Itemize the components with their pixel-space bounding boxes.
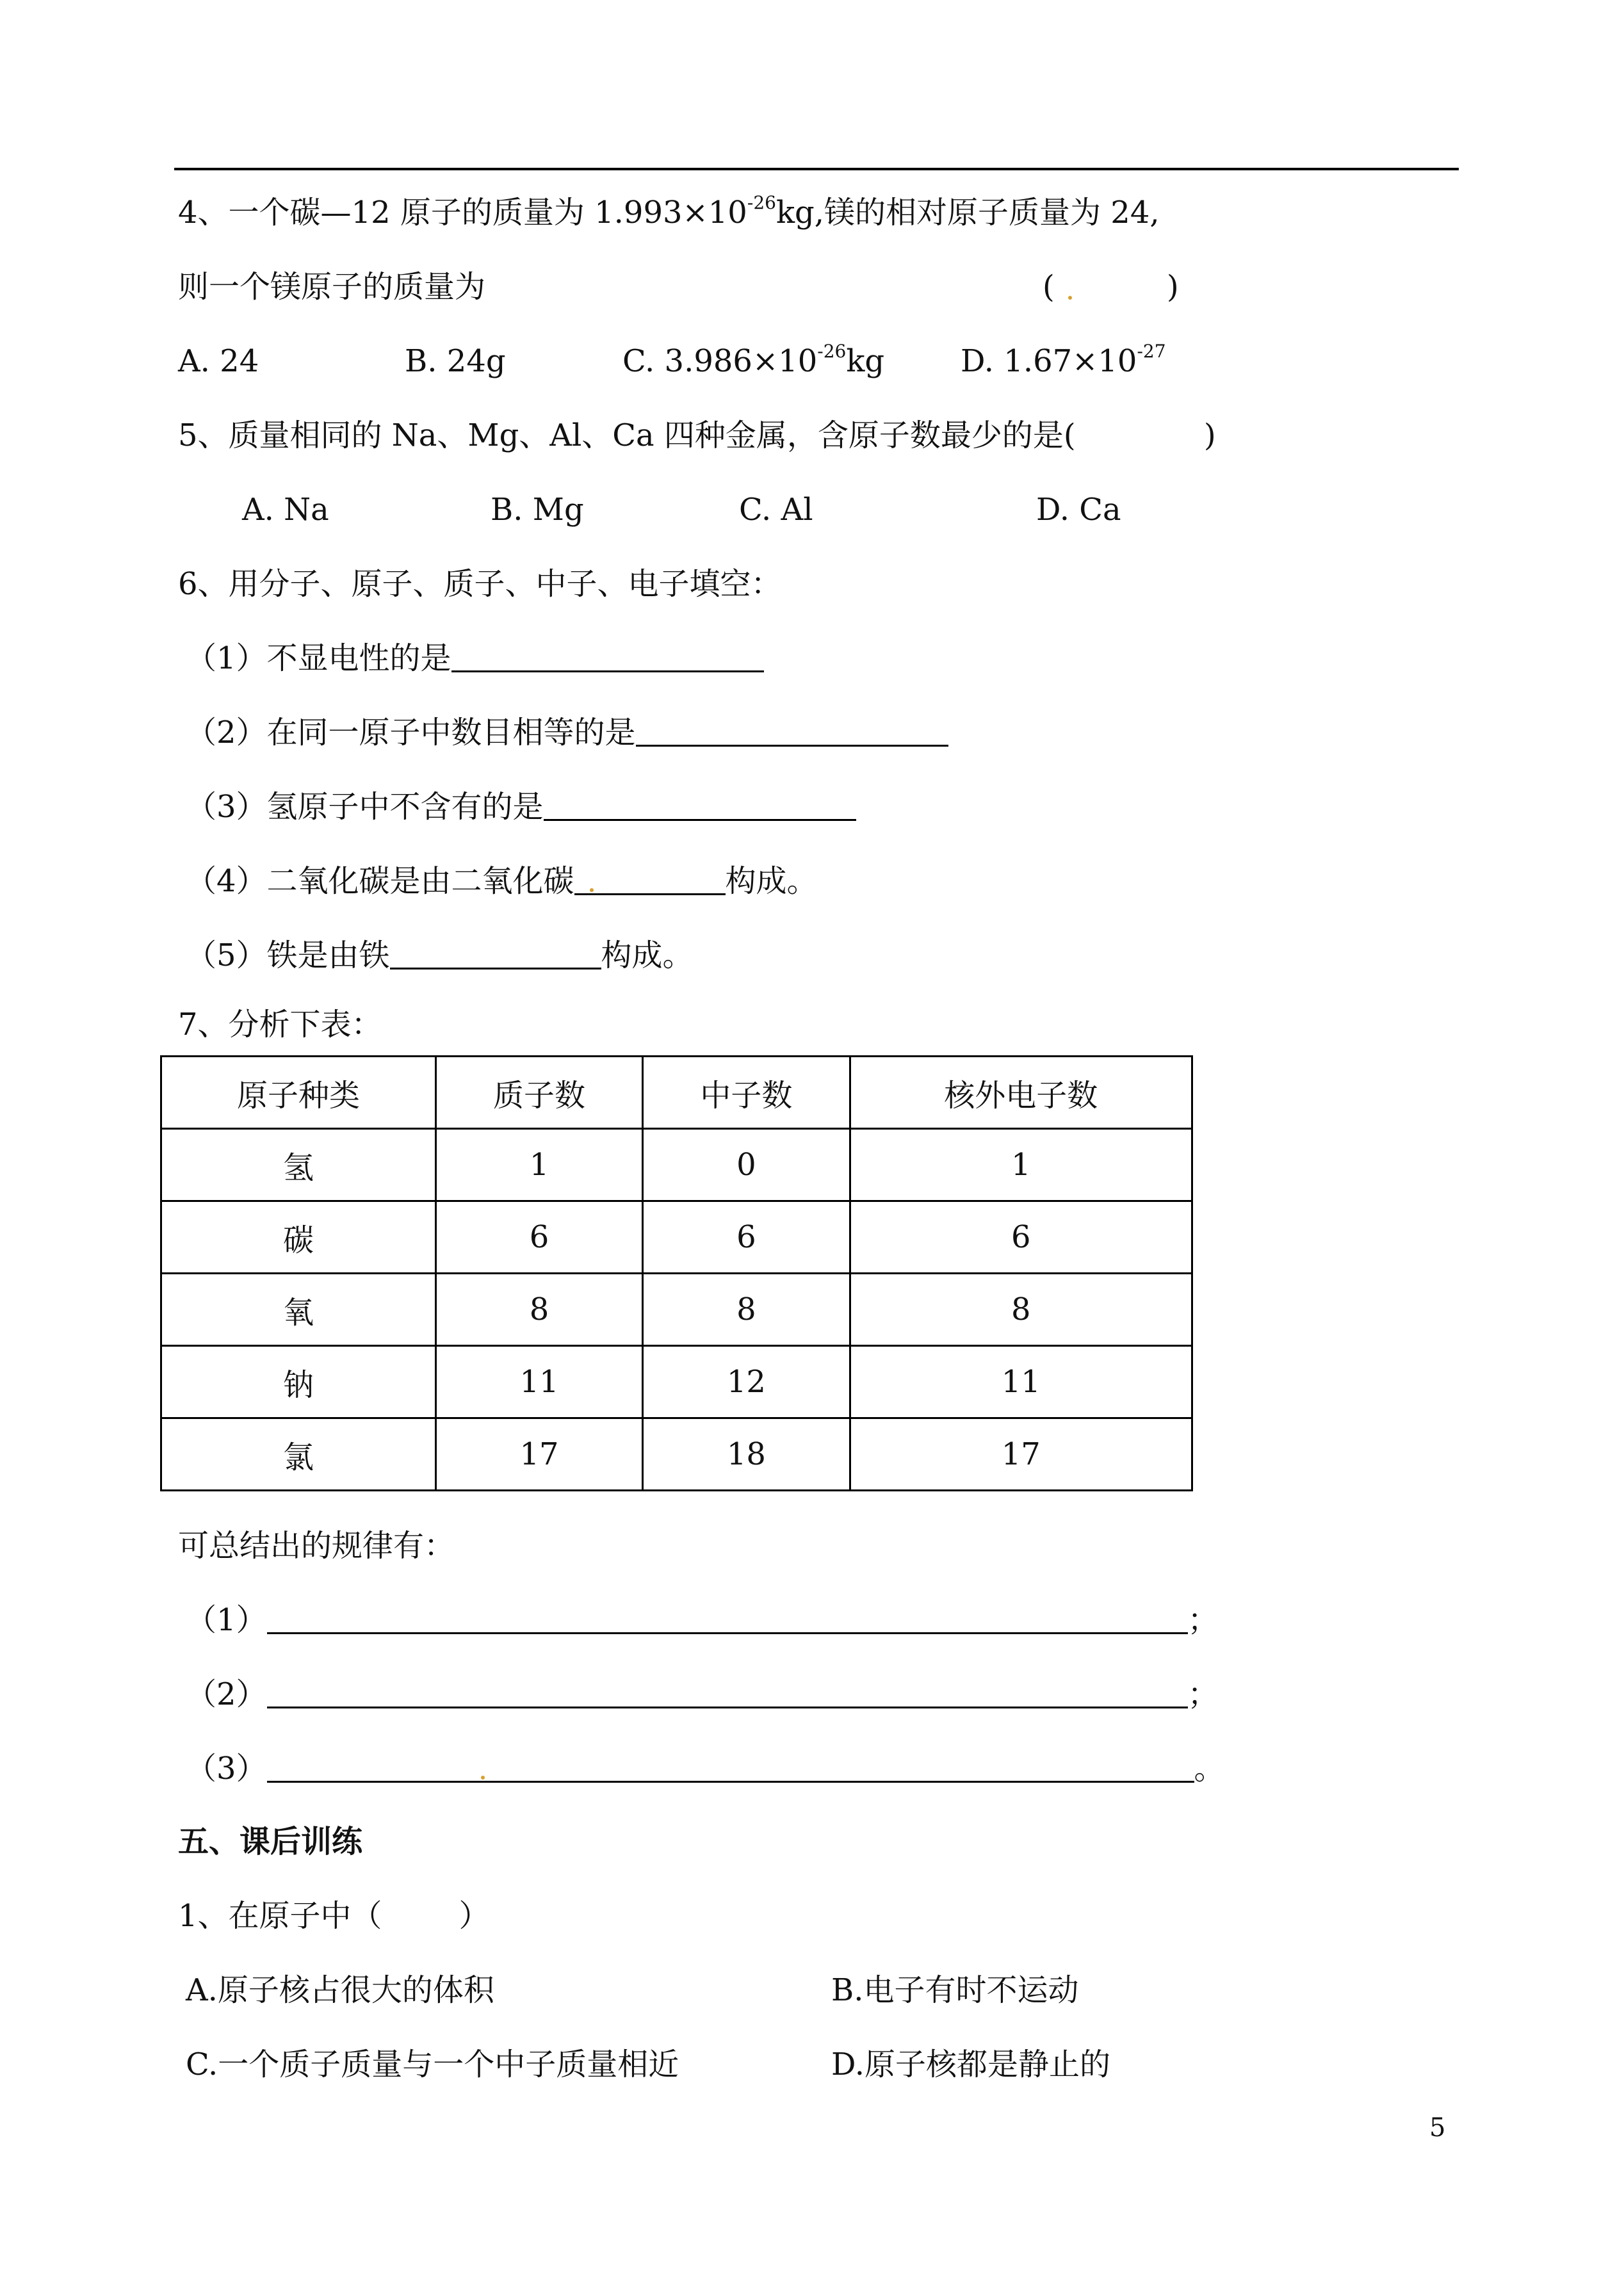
- table-cell: 0: [643, 1129, 850, 1201]
- table-cell: 1: [435, 1129, 642, 1201]
- table-row: [161, 1418, 1192, 1491]
- q7-rule-3-end: 。: [1194, 1751, 1225, 1787]
- q6-item-3-blank[interactable]: [544, 791, 856, 821]
- table-cell: 氯: [161, 1418, 436, 1491]
- table-cell: 1: [850, 1129, 1192, 1201]
- table-row: [161, 1274, 1192, 1346]
- q7-rule-3: [186, 1749, 1225, 1788]
- q5-option-d[interactable]: D. Ca: [1036, 492, 1121, 528]
- table-cell: 12: [643, 1346, 850, 1418]
- q6-item-4: [186, 862, 818, 900]
- atom-table: [160, 1055, 1193, 1491]
- q5-option-a[interactable]: A. Na: [242, 492, 329, 528]
- table-cell: 氢: [161, 1129, 436, 1201]
- q6-item-2-label: （2）在同一原子中数目相等的是: [186, 715, 636, 750]
- q4-exponent: -26: [747, 192, 776, 213]
- table-row: [161, 1129, 1192, 1201]
- table-header-cell: 原子种类: [161, 1057, 436, 1129]
- q4-text-a: 4、一个碳—12 原子的质量为 1.993×10: [178, 195, 747, 231]
- q6-item-2: [186, 713, 948, 752]
- q7-rule-3-label: （3）: [186, 1751, 267, 1787]
- table-body: [161, 1129, 1192, 1491]
- table-cell: 17: [435, 1418, 642, 1491]
- table-row: [161, 1346, 1192, 1418]
- q7-rule-2-label: （2）: [186, 1676, 267, 1712]
- q6-item-3-label: （3）氢原子中不含有的是: [186, 789, 544, 825]
- q4-text-b: kg,镁的相对原子质量为 24,: [775, 195, 1160, 231]
- s5-q1-option-c[interactable]: C.一个质子质量与一个中子质量相近: [186, 2047, 679, 2082]
- table-cell: 6: [435, 1201, 642, 1274]
- mark-dot: [481, 1776, 485, 1780]
- table-cell: 6: [850, 1201, 1192, 1274]
- q5-bracket-close: ): [1204, 418, 1216, 453]
- s5-q1-stem: [178, 1897, 490, 1935]
- q7-rule-3-blank[interactable]: [267, 1753, 1194, 1783]
- q6-item-1-label: （1）不显电性的是: [186, 640, 451, 676]
- s5-q1-option-a[interactable]: A.原子核占很大的体积: [186, 1972, 494, 2008]
- s5-q1-stem-text: 1、在原子中（: [178, 1898, 382, 1934]
- q4-option-c[interactable]: [622, 342, 884, 380]
- table-row: [161, 1201, 1192, 1274]
- q4-option-d[interactable]: [961, 342, 1166, 380]
- s5-q1-option-d[interactable]: D.原子核都是静止的: [831, 2047, 1111, 2082]
- q4-answer-bracket-close: ): [1167, 269, 1179, 305]
- table-cell: 11: [850, 1346, 1192, 1418]
- table-header-cell: 质子数: [435, 1057, 642, 1129]
- q6-item-5-tail: 构成。: [601, 937, 694, 973]
- q6-item-4-label: （4）二氧化碳是由二氧化碳: [186, 863, 574, 899]
- table-cell: 氧: [161, 1274, 436, 1346]
- q6-item-1: [186, 639, 764, 677]
- section-5-title: 五、课后训练: [178, 1824, 363, 1860]
- table-header-cell: 中子数: [643, 1057, 850, 1129]
- table-cell: 8: [643, 1274, 850, 1346]
- q4-option-b[interactable]: B. 24g: [405, 343, 506, 379]
- q5-stem-text: 5、质量相同的 Na、Mg、Al、Ca 四种金属，含原子数最少的是(: [178, 418, 1076, 453]
- q4-option-d-base: D. 1.67×10: [961, 343, 1137, 379]
- q7-rule-1: [186, 1601, 1219, 1639]
- table-cell: 11: [435, 1346, 642, 1418]
- q4-option-a[interactable]: A. 24: [178, 343, 259, 379]
- mark-dot: [1068, 296, 1072, 300]
- q7-rule-1-end: ；: [1187, 1602, 1219, 1638]
- q6-item-5: [186, 936, 694, 975]
- mark-dot: [590, 888, 594, 892]
- table-cell: 18: [643, 1418, 850, 1491]
- table-cell: 钠: [161, 1346, 436, 1418]
- table-header-cell: 核外电子数: [850, 1057, 1192, 1129]
- table-cell: 6: [643, 1201, 850, 1274]
- q7-rule-2: [186, 1675, 1219, 1714]
- q7-summary: 可总结出的规律有：: [178, 1528, 455, 1564]
- q6-item-5-blank[interactable]: [390, 939, 601, 969]
- q4-option-c-base: C. 3.986×10: [622, 343, 818, 379]
- q6-item-1-blank[interactable]: [451, 642, 764, 672]
- q7-stem: 7、分析下表：: [178, 1007, 382, 1042]
- q5-stem: [178, 416, 1076, 455]
- s5-q1-option-b[interactable]: B.电子有时不运动: [831, 1972, 1079, 2008]
- q6-item-5-label: （5）铁是由铁: [186, 937, 390, 973]
- q5-option-c[interactable]: C. Al: [739, 492, 813, 528]
- table-cell: 17: [850, 1418, 1192, 1491]
- q6-item-4-tail: 构成。: [725, 863, 818, 899]
- s5-q1-close: ）: [459, 1898, 490, 1934]
- q7-rule-2-end: ；: [1187, 1676, 1219, 1712]
- q7-rule-1-label: （1）: [186, 1602, 267, 1638]
- q5-option-b[interactable]: B. Mg: [491, 492, 584, 528]
- table-cell: 8: [850, 1274, 1192, 1346]
- q4-line1: [178, 193, 1160, 232]
- q4-option-c-unit: kg: [846, 343, 885, 379]
- q6-item-4-blank[interactable]: [574, 865, 726, 895]
- table-cell: 碳: [161, 1201, 436, 1274]
- q4-option-d-exponent: -27: [1137, 341, 1166, 362]
- q7-rule-1-blank[interactable]: [267, 1604, 1188, 1634]
- q6-stem: 6、用分子、原子、质子、中子、电子填空：: [178, 566, 782, 602]
- q4-line2: [178, 268, 485, 306]
- q4-stem-end: 则一个镁原子的质量为: [178, 269, 486, 305]
- q6-item-2-blank[interactable]: [636, 717, 948, 747]
- q4-answer-bracket-open[interactable]: (: [1043, 269, 1055, 305]
- table-header-row: [161, 1057, 1192, 1129]
- page-number: 5: [1429, 2113, 1446, 2143]
- q7-rule-2-blank[interactable]: [267, 1678, 1188, 1708]
- q6-item-3: [186, 788, 856, 826]
- q4-option-c-exponent: -26: [817, 341, 847, 362]
- table-cell: 8: [435, 1274, 642, 1346]
- header-rule: [174, 168, 1459, 170]
